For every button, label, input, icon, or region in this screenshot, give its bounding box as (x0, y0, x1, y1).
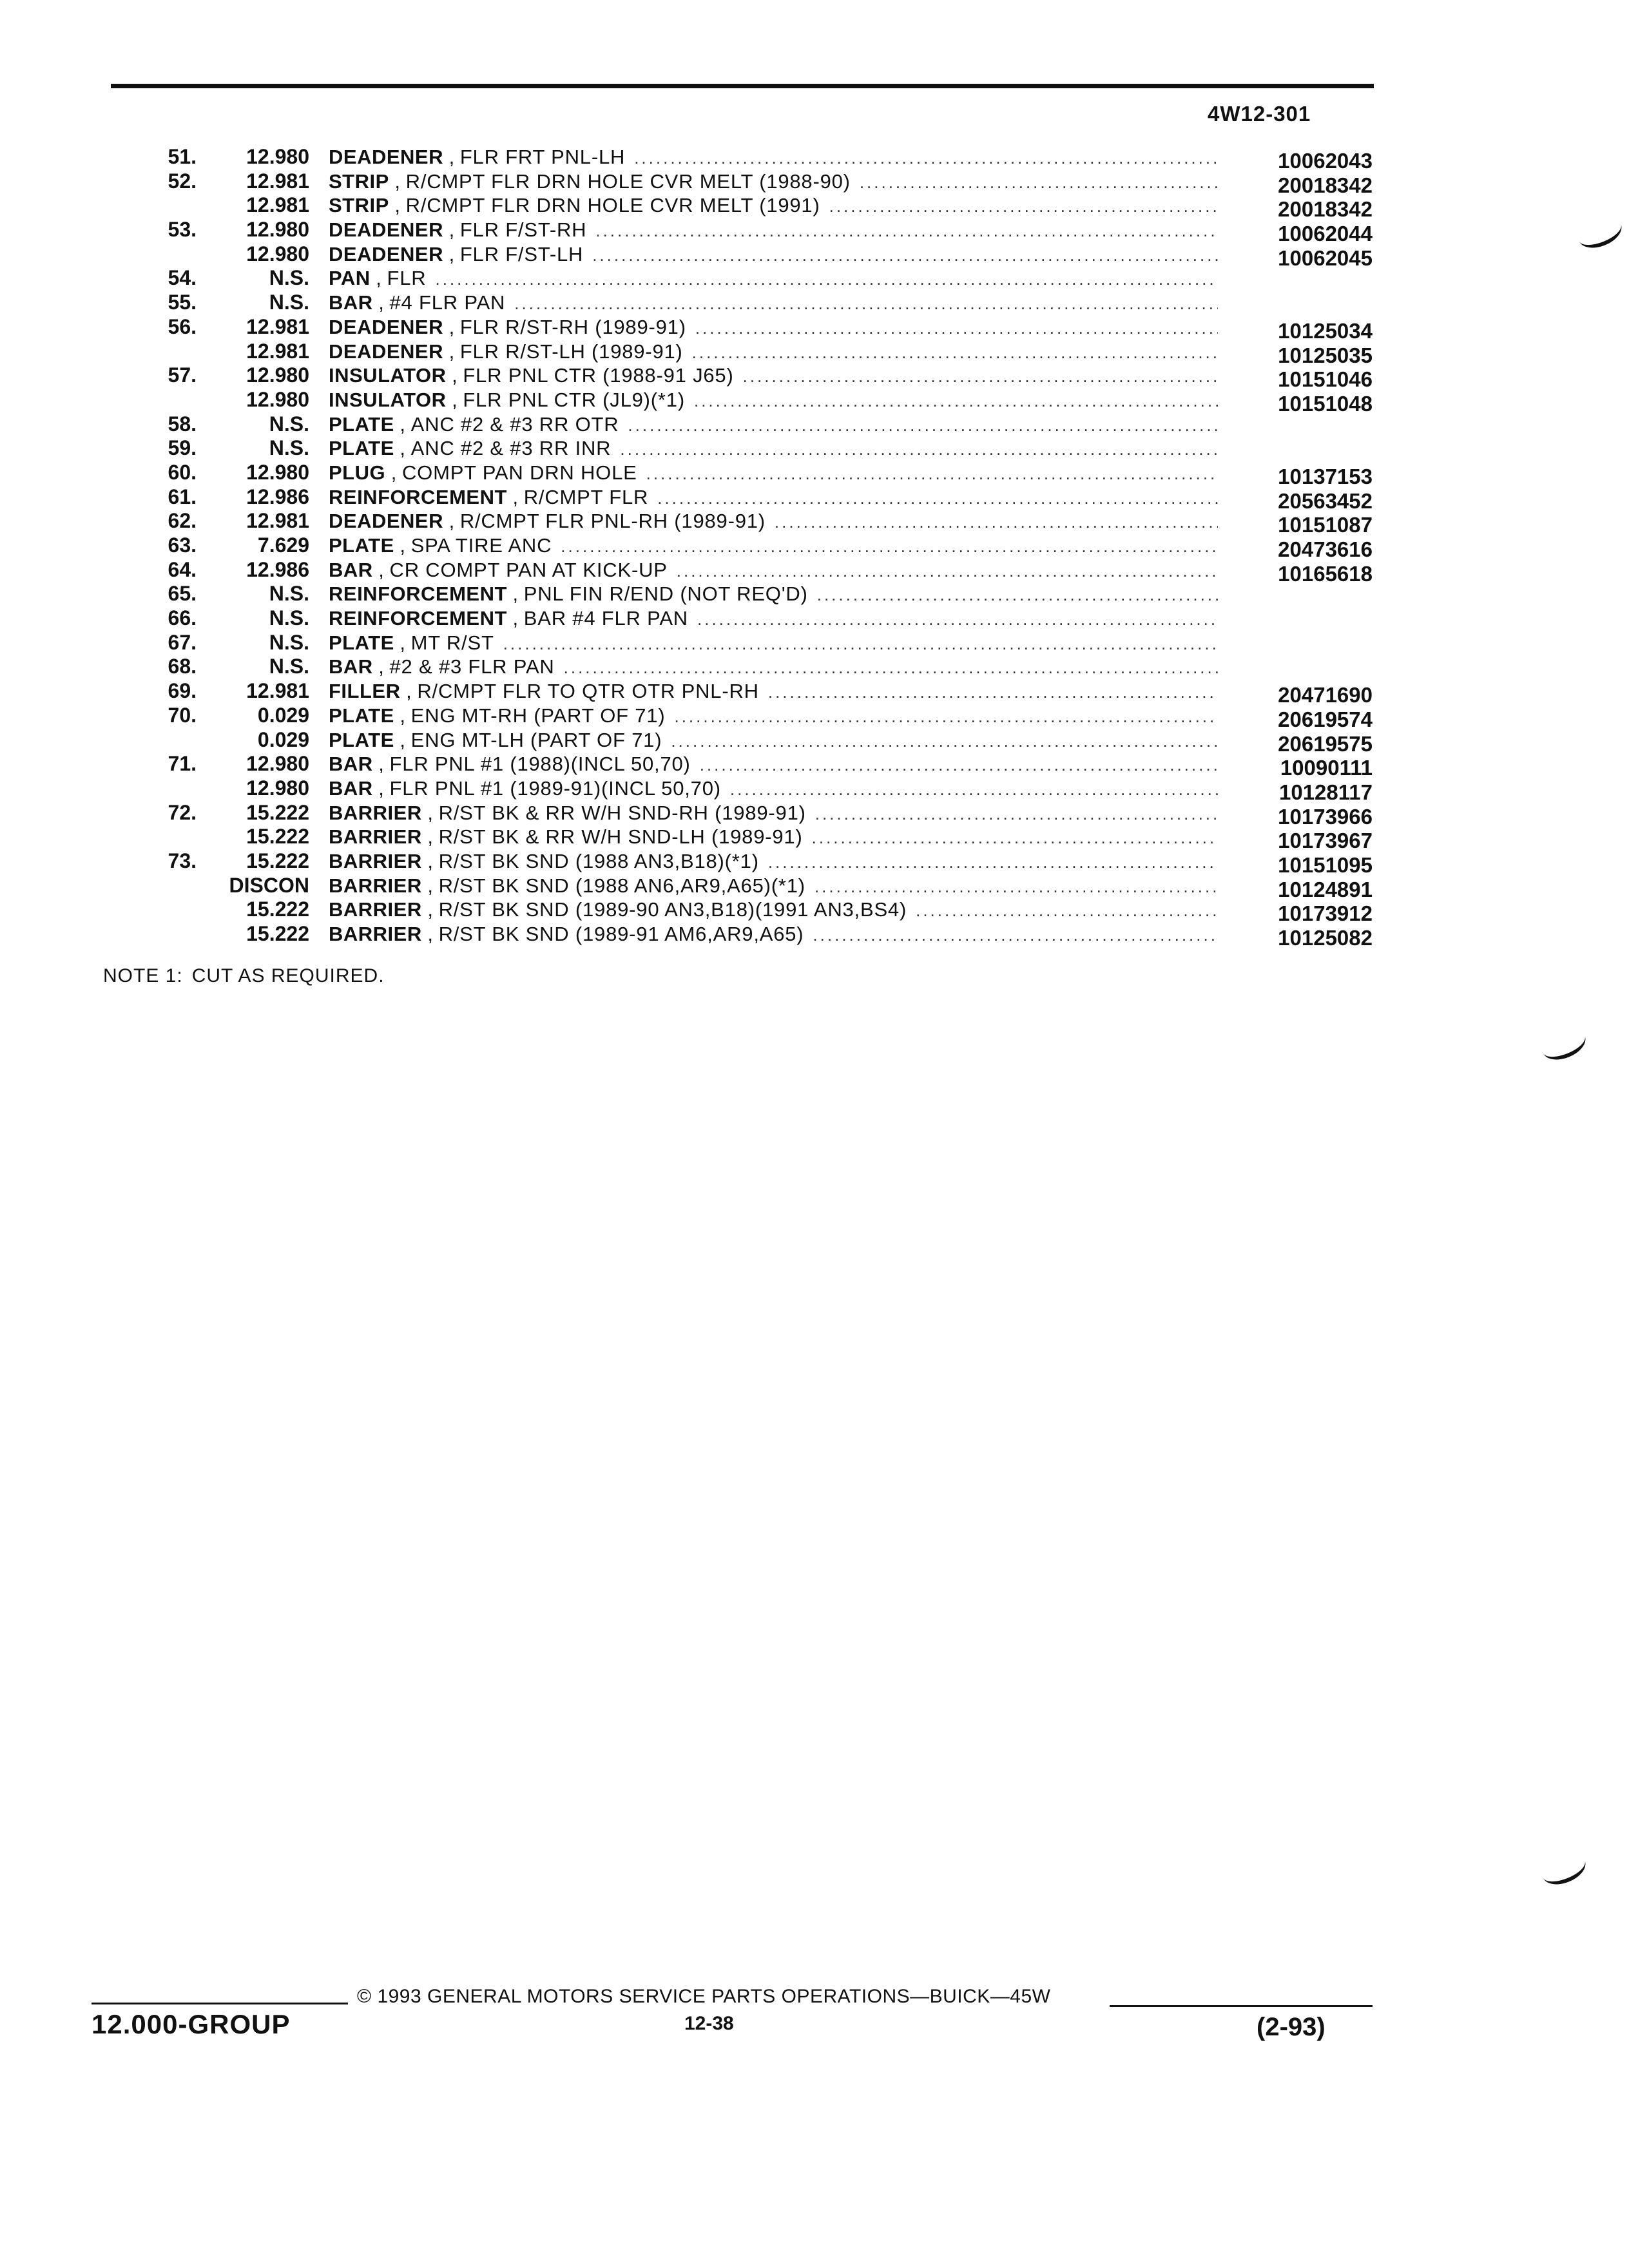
part-name: PLUG (329, 461, 386, 484)
description (329, 849, 1218, 875)
part-name: BAR (329, 558, 373, 581)
description (329, 145, 1218, 171)
leader-dots (775, 510, 1218, 535)
leader-dots (561, 535, 1218, 559)
group-number: 15.222 (246, 825, 309, 849)
parts-list (0, 145, 1629, 950)
separator: , (446, 364, 463, 387)
separator: , (370, 267, 387, 290)
leader-dots (564, 656, 1218, 680)
part-name: BARRIER (329, 801, 422, 824)
part-number: 10062044 (1278, 222, 1373, 246)
description (329, 874, 1218, 899)
group-number: N.S. (269, 266, 309, 290)
part-detail: ENG MT-RH (PART OF 71) (410, 704, 666, 727)
description (329, 922, 1218, 948)
description (329, 509, 1218, 535)
table-row (0, 485, 1629, 513)
table-row (0, 412, 1629, 437)
description (329, 340, 1218, 365)
part-number: 10165618 (1278, 561, 1373, 586)
group-number: 12.986 (246, 485, 309, 508)
part-detail: R/ST BK SND (1989-90 AN3,B18)(1991 AN3,BS4) (438, 898, 907, 921)
table-row (0, 533, 1629, 561)
group-number: 12.981 (246, 679, 309, 703)
description (329, 801, 1218, 827)
table-row (0, 291, 1629, 315)
group-label: 12.000-GROUP (92, 2009, 291, 2039)
part-number: 10173912 (1278, 901, 1373, 926)
part-name: FILLER (329, 680, 401, 703)
part-name: PLATE (329, 728, 394, 751)
ref-number: 56. (168, 314, 197, 338)
leader-dots (768, 850, 1218, 875)
ref-number: 69. (168, 679, 197, 703)
leader-dots (730, 778, 1218, 802)
description (329, 193, 1218, 219)
table-row (0, 218, 1629, 246)
table-row (0, 339, 1629, 367)
leader-dots (646, 462, 1218, 486)
part-number: 20563452 (1278, 488, 1373, 513)
table-row (0, 849, 1629, 877)
group-number: 12.980 (246, 460, 309, 484)
part-name: STRIP (329, 194, 389, 217)
leader-dots (592, 244, 1218, 268)
copyright: © 1993 GENERAL MOTORS SERVICE PARTS OPERATIONS—BUICK—45W (357, 1986, 1051, 2007)
part-detail: BAR #4 FLR PAN (523, 607, 688, 630)
table-row (0, 606, 1629, 631)
group-number: 12.980 (246, 387, 309, 411)
ref-number: 68. (168, 655, 197, 678)
part-name: REINFORCEMENT (329, 485, 507, 508)
group-number: 12.981 (246, 193, 309, 217)
part-number: 10124891 (1278, 877, 1373, 901)
part-detail: MT R/ST (410, 631, 494, 654)
part-number: 10128117 (1278, 780, 1373, 804)
part-name: DEADENER (329, 510, 443, 533)
table-row (0, 752, 1629, 780)
group-number: N.S. (269, 606, 309, 630)
table-row (0, 873, 1629, 901)
group-number: N.S. (269, 436, 309, 460)
table-row (0, 557, 1629, 586)
leader-dots (514, 292, 1218, 316)
description (329, 291, 1218, 316)
ref-number: 54. (168, 266, 197, 290)
leader-dots (674, 705, 1218, 729)
part-number: 20619575 (1278, 731, 1373, 756)
part-number: 10125034 (1278, 318, 1373, 343)
separator: , (372, 558, 390, 581)
leader-dots (916, 899, 1218, 923)
part-detail: R/ST BK & RR W/H SND-LH (1989-91) (438, 825, 803, 849)
ref-number: 70. (168, 703, 197, 727)
table-row (0, 825, 1629, 853)
part-name: PLATE (329, 704, 394, 727)
table-row (0, 727, 1629, 756)
part-number: 10151046 (1278, 367, 1373, 392)
description (329, 752, 1218, 778)
part-detail: #4 FLR PAN (389, 291, 506, 314)
separator: , (421, 874, 439, 897)
description (329, 776, 1218, 802)
part-detail: CR COMPT PAN AT KICK-UP (389, 558, 668, 581)
ref-number: 53. (168, 218, 197, 242)
part-name: REINFORCEMENT (329, 582, 507, 606)
ref-number: 59. (168, 436, 197, 460)
ref-number: 65. (168, 582, 197, 606)
part-number: 20473616 (1278, 537, 1373, 561)
part-name: INSULATOR (329, 388, 447, 411)
leader-dots (628, 414, 1218, 438)
ref-number: 60. (168, 460, 197, 484)
separator: , (421, 923, 439, 945)
group-number: 15.222 (246, 800, 309, 824)
part-name: PLATE (329, 631, 394, 654)
description (329, 218, 1218, 244)
leader-dots (503, 632, 1218, 657)
group-number: 12.980 (246, 776, 309, 800)
description (329, 655, 1218, 680)
part-detail: #2 & #3 FLR PAN (389, 655, 555, 678)
part-name: REINFORCEMENT (329, 607, 507, 630)
group-number: DISCON (229, 873, 309, 897)
part-detail: FLR F/ST-RH (459, 218, 587, 242)
revision-date: (2-93) (1257, 2013, 1325, 2041)
page-number: 12-38 (684, 2013, 734, 2034)
table-row (0, 242, 1629, 270)
part-detail: R/ST BK SND (1989-91 AM6,AR9,A65) (438, 923, 804, 945)
part-name: BARRIER (329, 849, 422, 872)
leader-dots (620, 437, 1218, 462)
table-row (0, 193, 1629, 222)
description (329, 679, 1218, 705)
leader-dots (695, 316, 1218, 341)
part-number: 20619574 (1278, 707, 1373, 731)
table-row (0, 145, 1629, 173)
description (329, 461, 1218, 486)
leader-dots (694, 389, 1218, 414)
part-detail: FLR R/ST-LH (1989-91) (459, 340, 683, 363)
table-row (0, 776, 1629, 804)
table-row (0, 922, 1629, 950)
group-number: 15.222 (246, 898, 309, 921)
part-name: PLATE (329, 412, 394, 436)
group-number: 12.980 (246, 363, 309, 387)
part-detail: FLR PNL #1 (1988)(INCL 50,70) (389, 753, 691, 776)
footer-rule-left (92, 2003, 348, 2004)
group-number: 12.981 (246, 339, 309, 363)
leader-dots (829, 195, 1218, 219)
part-number: 10151048 (1278, 391, 1373, 416)
group-number: N.S. (269, 630, 309, 654)
part-name: DEADENER (329, 242, 443, 265)
description (329, 485, 1218, 511)
table-row (0, 631, 1629, 655)
part-number: 10151095 (1278, 852, 1373, 877)
part-detail: FLR PNL CTR (JL9)(*1) (463, 388, 685, 411)
part-detail: FLR R/ST-RH (1989-91) (459, 315, 686, 338)
leader-dots (815, 875, 1218, 899)
description (329, 898, 1218, 923)
group-number: 12.980 (246, 145, 309, 168)
group-number: 12.981 (246, 314, 309, 338)
binder-mark-icon (1538, 1023, 1590, 1065)
note-label: NOTE 1: (103, 965, 183, 986)
separator: , (394, 728, 411, 751)
description (329, 315, 1218, 341)
separator: , (394, 704, 411, 727)
ref-number: 51. (168, 145, 197, 168)
description (329, 266, 1218, 292)
separator: , (394, 412, 411, 436)
ref-number: 63. (168, 533, 197, 557)
ref-number: 73. (168, 849, 197, 872)
description (329, 825, 1218, 850)
part-name: PAN (329, 267, 371, 290)
separator: , (372, 753, 390, 776)
part-name: BAR (329, 291, 373, 314)
separator: , (506, 582, 524, 606)
group-number: 12.981 (246, 169, 309, 193)
part-detail: COMPT PAN DRN HOLE (401, 461, 637, 484)
group-number: N.S. (269, 412, 309, 436)
ref-number: 66. (168, 606, 197, 630)
part-name: INSULATOR (329, 364, 447, 387)
ref-number: 62. (168, 509, 197, 533)
leader-dots (435, 267, 1218, 292)
separator: , (443, 146, 460, 168)
description (329, 242, 1218, 268)
note-text: CUT AS REQUIRED. (191, 965, 385, 986)
separator: , (372, 291, 390, 314)
separator: , (421, 801, 439, 824)
part-detail: FLR PNL CTR (1988-91 J65) (463, 364, 734, 387)
table-row (0, 655, 1629, 679)
separator: , (372, 776, 390, 800)
ref-number: 52. (168, 169, 197, 193)
group-number: 15.222 (246, 922, 309, 945)
separator: , (372, 655, 390, 678)
separator: , (421, 825, 439, 849)
part-name: DEADENER (329, 218, 443, 242)
leader-dots (813, 923, 1218, 948)
description (329, 169, 1218, 195)
group-number: N.S. (269, 655, 309, 678)
part-detail: ANC #2 & #3 RR OTR (410, 412, 619, 436)
part-detail: FLR (387, 267, 427, 290)
description (329, 412, 1218, 438)
part-detail: R/CMPT FLR PNL-RH (1989-91) (459, 510, 766, 533)
leader-dots (677, 559, 1218, 584)
part-detail: R/ST BK & RR W/H SND-RH (1989-91) (438, 801, 806, 824)
part-name: PLATE (329, 534, 394, 557)
part-number: 10062043 (1278, 149, 1373, 173)
separator: , (506, 485, 524, 508)
part-name: STRIP (329, 169, 389, 193)
leader-dots (671, 729, 1218, 754)
ref-number: 55. (168, 291, 197, 314)
description (329, 558, 1218, 584)
group-number: 7.629 (257, 533, 309, 557)
ref-number: 71. (168, 752, 197, 776)
binder-mark-icon (1538, 1848, 1590, 1890)
ref-number: 72. (168, 800, 197, 824)
leader-dots (817, 583, 1218, 608)
leader-dots (815, 802, 1218, 827)
part-detail: FLR FRT PNL-LH (459, 146, 626, 168)
separator: , (394, 631, 411, 654)
group-number: 12.981 (246, 509, 309, 533)
table-row (0, 582, 1629, 606)
group-number: 12.980 (246, 242, 309, 265)
leader-dots (692, 341, 1218, 365)
leader-dots (700, 753, 1218, 778)
description (329, 631, 1218, 657)
separator: , (443, 315, 460, 338)
leader-dots (657, 486, 1218, 511)
table-row (0, 509, 1629, 537)
part-name: BAR (329, 776, 373, 800)
leader-dots (768, 680, 1218, 705)
separator: , (443, 242, 460, 265)
separator: , (389, 194, 406, 217)
ref-number: 58. (168, 412, 197, 436)
leader-dots (860, 171, 1218, 195)
ref-number: 67. (168, 630, 197, 654)
table-row (0, 314, 1629, 343)
separator: , (389, 169, 406, 193)
group-number: 15.222 (246, 849, 309, 872)
leader-dots (697, 608, 1218, 632)
part-name: BARRIER (329, 923, 422, 945)
part-number: 10090111 (1280, 756, 1373, 780)
part-detail: SPA TIRE ANC (410, 534, 552, 557)
group-number: 12.980 (246, 218, 309, 242)
table-row (0, 800, 1629, 829)
part-detail: ENG MT-LH (PART OF 71) (410, 728, 662, 751)
separator: , (394, 437, 411, 460)
description (329, 606, 1218, 632)
separator: , (443, 510, 460, 533)
group-number: 0.029 (257, 727, 309, 751)
separator: , (443, 340, 460, 363)
leader-dots (812, 826, 1218, 850)
note (103, 965, 385, 987)
part-number: 20018342 (1278, 197, 1373, 222)
part-detail: R/ST BK SND (1988 AN3,B18)(*1) (438, 849, 759, 872)
part-name: BARRIER (329, 874, 422, 897)
part-name: DEADENER (329, 315, 443, 338)
leader-dots (595, 219, 1218, 244)
table-row (0, 266, 1629, 291)
separator: , (446, 388, 463, 411)
part-detail: ANC #2 & #3 RR INR (410, 437, 612, 460)
description (329, 582, 1218, 608)
table-row (0, 363, 1629, 392)
part-detail: R/CMPT FLR DRN HOLE CVR MELT (1991) (405, 194, 820, 217)
ref-number: 61. (168, 485, 197, 508)
separator: , (421, 849, 439, 872)
part-name: DEADENER (329, 146, 443, 168)
separator: , (394, 534, 411, 557)
part-name: BAR (329, 655, 373, 678)
description (329, 436, 1218, 462)
part-number: 20471690 (1278, 683, 1373, 707)
description (329, 704, 1218, 729)
part-name: DEADENER (329, 340, 443, 363)
part-detail: R/CMPT FLR DRN HOLE CVR MELT (1988-90) (405, 169, 851, 193)
part-detail: R/CMPT FLR (523, 485, 649, 508)
part-number: 10125035 (1278, 343, 1373, 367)
description (329, 728, 1218, 754)
separator: , (400, 680, 418, 703)
group-number: N.S. (269, 291, 309, 314)
part-number: 10173967 (1278, 829, 1373, 853)
table-row (0, 387, 1629, 416)
part-name: BARRIER (329, 825, 422, 849)
part-number: 10062045 (1278, 245, 1373, 270)
part-number: 10137153 (1278, 464, 1373, 488)
part-detail: PNL FIN R/END (NOT REQ'D) (523, 582, 808, 606)
ref-number: 64. (168, 557, 197, 581)
leader-dots (743, 365, 1218, 389)
leader-dots (634, 146, 1218, 171)
part-name: BARRIER (329, 898, 422, 921)
table-row (0, 703, 1629, 731)
table-row (0, 436, 1629, 461)
part-name: PLATE (329, 437, 394, 460)
table-row (0, 169, 1629, 197)
table-row (0, 460, 1629, 488)
ref-number: 57. (168, 363, 197, 387)
group-number: 12.980 (246, 752, 309, 776)
part-number: 10173966 (1278, 804, 1373, 829)
separator: , (385, 461, 402, 484)
separator: , (506, 607, 524, 630)
part-number: 10151087 (1278, 513, 1373, 537)
page-code: 4W12-301 (1208, 102, 1311, 126)
description (329, 363, 1218, 389)
description (329, 388, 1218, 414)
part-detail: FLR PNL #1 (1989-91)(INCL 50,70) (389, 776, 721, 800)
part-number: 20018342 (1278, 173, 1373, 197)
part-detail: R/CMPT FLR TO QTR OTR PNL-RH (417, 680, 759, 703)
group-number: N.S. (269, 582, 309, 606)
footer-rule-right (1110, 2005, 1373, 2007)
group-number: 0.029 (257, 703, 309, 727)
description (329, 533, 1218, 559)
separator: , (443, 218, 460, 242)
part-detail: R/ST BK SND (1988 AN6,AR9,A65)(*1) (438, 874, 805, 897)
group-number: 12.986 (246, 557, 309, 581)
separator: , (421, 898, 439, 921)
table-row (0, 679, 1629, 707)
top-rule (111, 84, 1374, 88)
part-name: BAR (329, 753, 373, 776)
part-number: 10125082 (1278, 926, 1373, 950)
part-detail: FLR F/ST-LH (459, 242, 584, 265)
table-row (0, 898, 1629, 926)
